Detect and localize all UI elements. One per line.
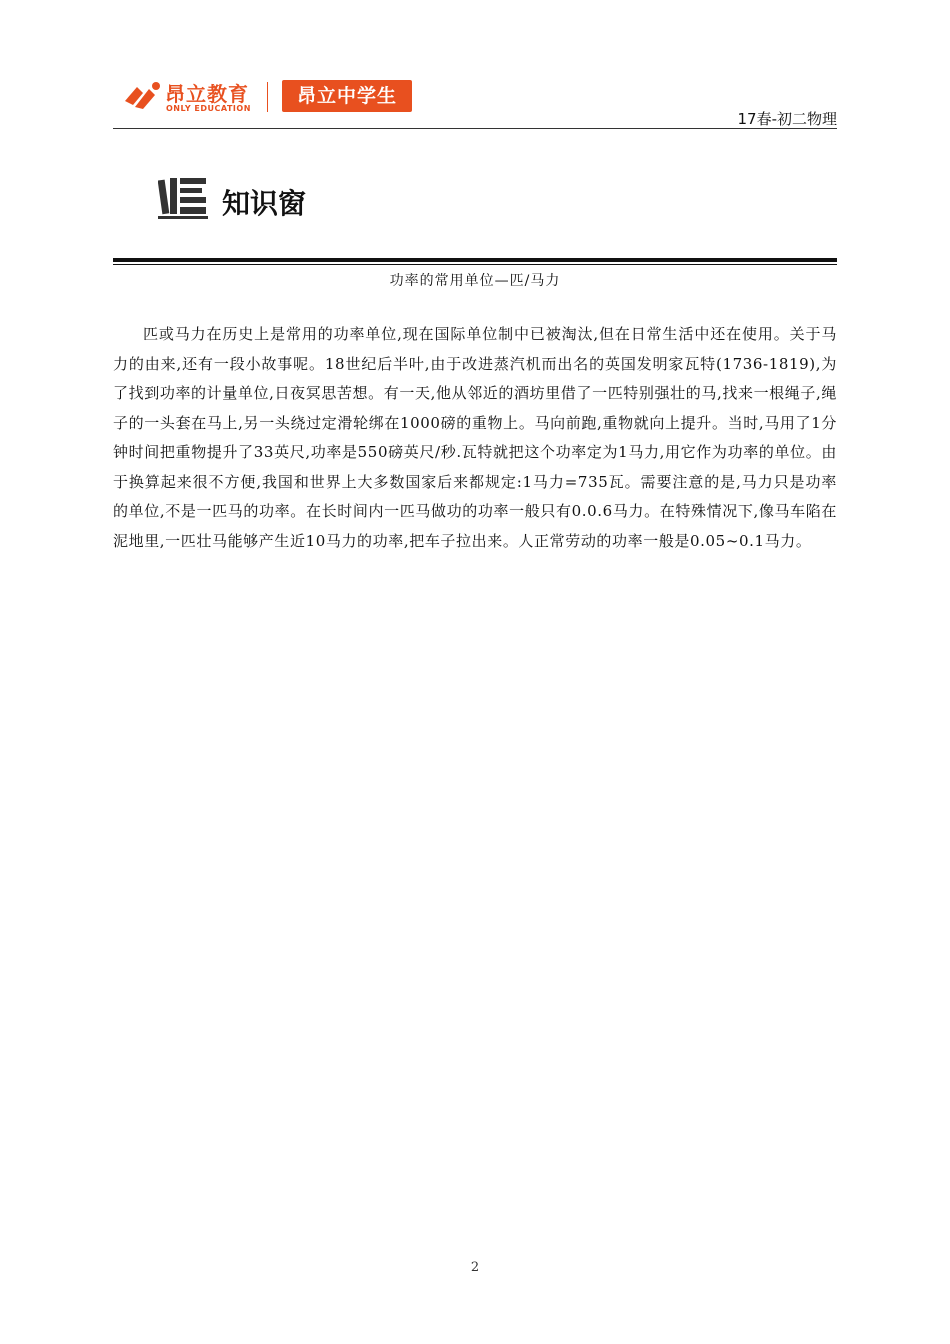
article-title: 功率的常用单位—匹/马力	[389, 273, 561, 289]
title-rule-thick	[113, 258, 837, 262]
books-icon	[158, 176, 210, 220]
brand-badge: 昂立中学生	[282, 80, 412, 112]
header-divider	[113, 128, 837, 129]
only-education-logo-icon	[123, 79, 163, 113]
brand-name-cn: 昂立教育	[165, 82, 249, 106]
brand-divider	[267, 82, 268, 112]
article-body: 匹或马力在历史上是常用的功率单位,现在国际单位制中已被淘汰,但在日常生活中还在使用。关于马力的由来,还有一段小故事呢。18世纪后半叶,由于改进蒸汽机而出名的英国发明家瓦特(1736-1819),为了找到功率的计量单位,日夜冥思苦想。有一天,他从邻近的酒坊里借了一匹特别强壮的马,找来一根绳子,绳子的一头套在马上,另一头绕过定滑轮绑在1000磅的重物上。马向前跑,重物就向上提升。当时,马用了1分钟时间把重物提升了33英尺,功率是550磅英尺/秒.瓦特就把这个功率定为1马力,用它作为功率的单位。由于换算起来很不方便,我国和世界上大多数国家后来都规定:1马力=735瓦。需要注意的是,马力只是功率的单位,不是一匹马的功率。在长时间内一匹马做功的功率一般只有0.0.6马力。在特殊情况下,像马车陷在泥地里,一匹壮马能够产生近10马力的功率,把车子拉出来。人正常劳动的功率一般是0.05~0.1马力。	[113, 325, 837, 550]
title-rule-thin	[113, 264, 837, 265]
page-header	[113, 70, 837, 130]
page-number: 2	[470, 1260, 480, 1275]
section-title: 知识窗	[222, 187, 307, 220]
course-label: 17春-初二物理	[737, 110, 837, 128]
brand-name-en: ONLY EDUCATION	[166, 104, 251, 113]
